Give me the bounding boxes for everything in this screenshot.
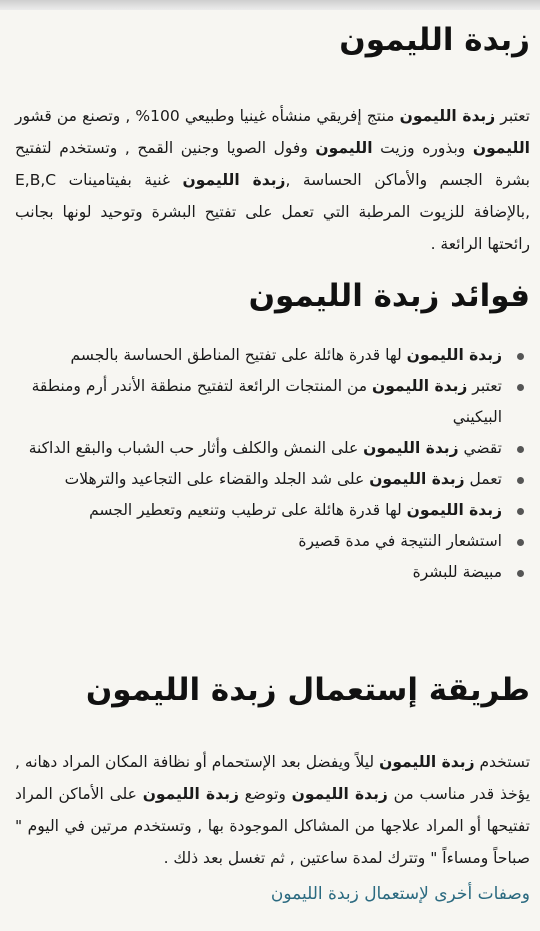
emphasis-text: زبدة الليمون: [399, 106, 496, 125]
body-text: تستخدم: [474, 752, 531, 771]
body-text: منتج إفريقي منشأه غينيا وطبيعي 100% , وتصنع من قشور: [15, 106, 400, 125]
body-text: ليلاً ويفضل بعد الإستحمام أو نظافة المكان المراد دهانه , يؤخذ قدر مناسب من: [15, 752, 531, 803]
body-text: تعتبر: [495, 106, 530, 125]
body-text: تعمل: [464, 470, 502, 488]
body-text: لها قدرة هائلة على ترطيب وتنعيم وتعطير الجسم: [89, 501, 407, 519]
page-title: زبدة الليمون: [339, 22, 530, 58]
body-text: مبيضة للبشرة: [412, 563, 502, 581]
benefit-item: [0, 371, 502, 433]
emphasis-text: زبدة الليمون: [291, 784, 388, 803]
emphasis-text: زبدة الليمون: [369, 470, 465, 488]
benefit-item: [0, 495, 502, 526]
benefit-item: [0, 526, 502, 557]
emphasis-text: زبدة الليمون: [406, 501, 502, 519]
benefits-list: [0, 340, 530, 588]
body-text: وبذوره وزيت: [372, 138, 473, 157]
usage-paragraph: [15, 746, 530, 874]
benefit-item: [0, 433, 502, 464]
emphasis-text: زبدة الليمون: [379, 752, 475, 771]
body-text: استشعار النتيجة في مدة قصيرة: [298, 532, 502, 550]
body-text: وتوضع: [238, 784, 292, 803]
emphasis-text: زبدة الليمون: [363, 439, 459, 457]
body-text: على الأماكن المراد تفتيحها أو المراد علاجها من المشاكل الموجودة بها , وتستخدم مرتين في اليوم " صباحاً ومساءاً " وتترك لمدة ساعتين , ثم تغسل بعد ذلك .: [15, 784, 530, 867]
emphasis-text: زبدة الليمون: [142, 784, 239, 803]
benefit-item: [0, 464, 502, 495]
related-recipes-link[interactable]: وصفات أخرى لإستعمال زبدة الليمون: [270, 884, 530, 904]
usage-heading: طريقة إستعمال زبدة الليمون: [85, 672, 530, 708]
emphasis-text: زبدة الليمون: [406, 346, 502, 364]
benefits-heading: فوائد زبدة الليمون: [248, 278, 530, 314]
body-text: على شد الجلد والقضاء على التجاعيد والترهلات: [64, 470, 370, 488]
emphasis-text: الليمون: [472, 138, 530, 157]
body-text: تعتبر: [467, 377, 502, 395]
benefit-item: [0, 557, 502, 588]
body-text: من المنتجات الرائعة لتفتيح منطقة الأندر أرم ومنطقة البيكيني: [31, 377, 502, 426]
body-text: وفول الصويا وجنين القمح , وتستخدم لتفتيح بشرة الجسم والأماكن الحساسة ,: [15, 138, 530, 189]
emphasis-text: زبدة الليمون: [371, 377, 468, 395]
body-text: على النمش والكلف وأثار حب الشباب والبقع الداكنة: [28, 439, 364, 457]
emphasis-text: الليمون: [315, 138, 373, 157]
intro-paragraph: [15, 100, 530, 260]
benefit-item: [0, 340, 502, 371]
body-text: تقضي: [458, 439, 502, 457]
body-text: غنية بفيتامينات E,B,C ,بالإضافة للزيوت المرطبة التي تعمل على تفتيح البشرة وتوحيد لونها بجانب رائحتها الرائعة .: [15, 170, 530, 253]
body-text: لها قدرة هائلة على تفتيح المناطق الحساسة بالجسم: [70, 346, 407, 364]
emphasis-text: زبدة الليمون: [182, 170, 286, 189]
